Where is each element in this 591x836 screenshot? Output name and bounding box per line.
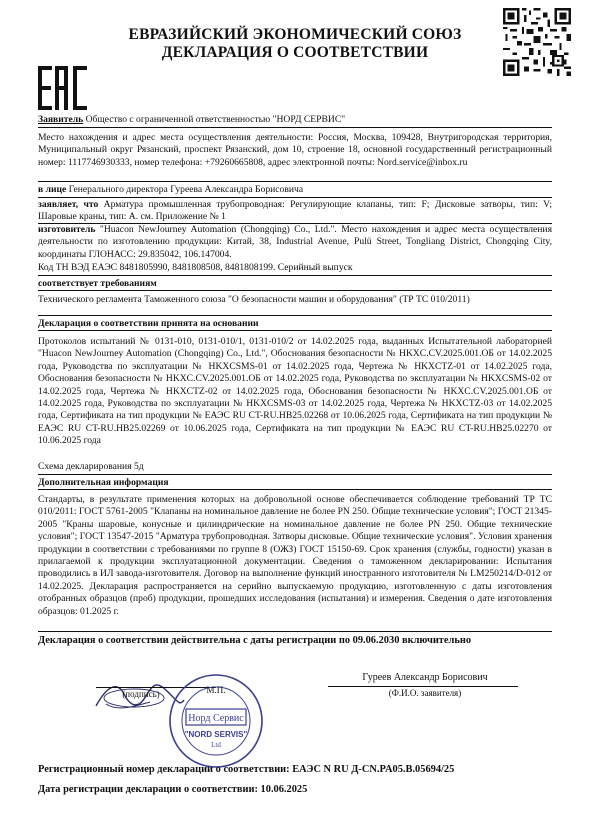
divider — [38, 489, 552, 490]
additional-heading: Дополнительная информация — [38, 477, 169, 488]
applicant-label: Заявитель — [38, 114, 84, 125]
qr-code-icon — [503, 8, 571, 76]
mp-label: М.П. — [206, 685, 226, 695]
stamp-center-text: Норд Сервис — [188, 713, 244, 724]
signature-caption: (подпись) — [122, 689, 160, 699]
declares-line — [38, 199, 552, 224]
divider — [38, 197, 552, 198]
conformity-label: соответствует требованиям — [38, 278, 157, 289]
basis-text: Протоколов испытаний № 0131-010, 0131-010/1, 0131-010/2 от 14.02.2025 года, выданных Испытательной лабораторией "Huacon NewJourney Automation (Chongqing) Co., Ltd.", Обоснования безопасности № HKXC.CV.2025.001.ОБ от 14.02.2025 года, Руководства по эксплуатации № HKXCSMS-01 от 14.02.2025 года, Чертежа № HKXCTZ-01 от 14.02.2025 года, Обоснования безопасности № HKXC.CV.2025.001.ОБ от 14.02.2025 года, Руководства по эксплуатации № HKXCSMS-02 от 14.02.2025 года, Чертежа № HKXCTZ-02 от 14.02.2025 года, Обоснования безопасности № HKXC.CV.2025.001.ОБ от 14.02.2025 года, Руководства по эксплуатации № HKXCSMS-03 от 14.02.2025 года, Чертежа № HKXCTZ-03 от 14.02.2025 года, Сертификата на тип продукции № ЕАЭС RU CT-RU.HB25.02268 от 10.06.2025 года, Сертификата на тип продукции № ЕАЭС RU CT-RU.HB25.02269 от 10.06.2025 года, Сертификата на тип продукции № ЕАЭС RU CT-RU.HB25.02270 от 10.06.2025 года — [38, 336, 552, 447]
declaration-scheme: Схема декларирования 5д — [38, 461, 144, 472]
manufacturer-text: "Huacon NewJourney Automation (Chongqing) Co., Ltd.". Место нахождения и адрес места осуществления деятельности по изготовлению продукции: Китай, 38, Industrial Avenue, Pulü Street, Tongliang District, Chongqing City, координаты ГЛОНАСС: 29.835042, 106.147004. — [38, 224, 552, 260]
declares-text: Арматура промышленная трубопроводная: Регулирующие клапаны, тип: F; Дисковые затворы, тип: V; Шаровые краны, тип: А. см. Приложение № 1 — [38, 199, 552, 223]
fio-caption: (Ф.И.О. заявителя) — [388, 688, 462, 698]
stamp-ltd-text: Ltd — [211, 741, 221, 749]
divider — [38, 181, 552, 182]
additional-text: Стандарты, в результате применения которых на добровольной основе обеспечивается соблюдение требований ТР ТС 010/2011: ГОСТ 5761-2005 "Клапаны на номинальное давление не более PN 250. Общие технические условия"; ГОСТ 21345-2005 "Краны шаровые, конусные и цилиндрические на номинальное давление не более PN 250. Общие технические условия"; ГОСТ 13547-2015 "Арматура трубопроводная. Затворы дисковые. Общие технические условия". Условия хранения продукции в соответствии с требованиями по группе 8 (ОЖЗ) ГОСТ 15150-69. Срок хранения (службы, годности) указан в прилагаемой к продукции эксплуатационной документации. Сведения о таможенном декларировании: Испытания проводились в ИЛ завода-изготовителя. Договор на выполнение функций иностранного изготовителя № LM250214/D-012 от 14.02.2025. Декларация распространяется на серийно выпускаемую продукцию, изготовленную с даты изготовления отобранных образцов (проб) продукции, прошедших исследования (испытания) и измерения. Сведения о дате изготовления образцов: 01.2025 г. — [38, 494, 552, 617]
applicant-name: Общество с ограниченной ответственностью "НОРД СЕРВИС" — [85, 114, 346, 125]
person-name: Генерального директора Гуреева Александра Борисовича — [68, 184, 304, 195]
person-label: в лице — [38, 184, 67, 195]
divider — [38, 315, 552, 316]
registration-number: Регистрационный номер декларации о соответствии: ЕАЭС N RU Д-CN.PA05.B.05694/25 — [38, 764, 455, 775]
eac-logo-icon — [38, 66, 88, 110]
company-seal — [168, 673, 264, 769]
tn-ved-line: Код ТН ВЭД ЕАЭС 8481805990, 8481808508, 8481808199. Серийный выпуск — [38, 262, 353, 273]
divider — [38, 631, 552, 632]
applicant-person-line — [38, 184, 552, 196]
divider — [38, 474, 552, 475]
manufacturer-block — [38, 224, 552, 261]
applicant-line — [38, 114, 552, 126]
stamp-lower-text: "NORD SERVIS" — [184, 730, 248, 739]
declares-label: заявляет, что — [38, 199, 99, 210]
regulation-text: Технического регламента Таможенного союза "О безопасности машин и оборудования" (ТР ТС 010/2011) — [38, 294, 470, 305]
validity-text: Декларация о соответствии действительна с даты регистрации по 09.06.2030 включительно — [38, 635, 472, 646]
divider — [38, 127, 552, 128]
basis-heading: Декларация о соответствии принята на основании — [38, 318, 259, 329]
divider — [38, 275, 552, 276]
union-title: ЕВРАЗИЙСКИЙ ЭКОНОМИЧЕСКИЙ СОЮЗ — [128, 26, 462, 43]
divider — [38, 330, 552, 331]
manufacturer-label: изготовитель — [38, 224, 96, 235]
signer-name: Гуреев Александр Борисович — [362, 672, 488, 683]
registration-date: Дата регистрации декларации о соответствии: 10.06.2025 — [38, 784, 308, 795]
declaration-title: ДЕКЛАРАЦИЯ О СООТВЕТСТВИИ — [161, 44, 429, 61]
name-line — [328, 686, 518, 687]
divider — [38, 290, 552, 291]
applicant-address: Место нахождения и адрес места осуществления деятельности: Россия, Москва, 109428, Внутригородская территория, Муниципальный округ Рязанский, проспект Рязанский, дом 10, строение 18, основной государственный регистрационный номер: 1117746930333, номер телефона: +79260665808, адрес электронной почты: Nord.service@inbox.ru — [38, 132, 552, 168]
